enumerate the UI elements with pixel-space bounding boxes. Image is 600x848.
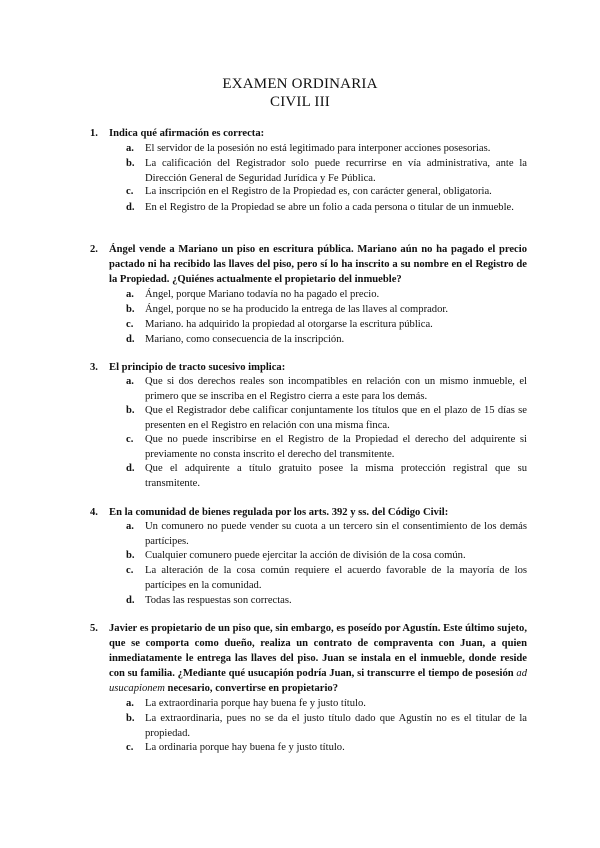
option-text: La calificación del Registrador solo puede recurrirse en vía administrativa, ante la Dirección General de Seguridad Jurídica y Fe Pública. [145,158,527,184]
option-letter: a. [126,521,134,532]
option-text: Mariano, como consecuencia de la inscripción. [145,334,345,345]
latin-term: ad usucapionem [109,668,527,694]
option-letter: d. [126,334,135,345]
option-letter: b. [126,713,135,724]
option-letter: d. [126,202,135,213]
option-letter: a. [126,143,134,154]
option-text: En el Registro de la Propiedad se abre un folio a cada persona o titular de un inmueble. [145,202,514,213]
option-text: La alteración de la cosa común requiere el acuerdo favorable de la mayoría de los partícipes en la comunidad. [145,565,527,591]
option-letter: c. [126,565,134,576]
option-text: La ordinaria porque hay buena fe y justo título. [145,742,345,753]
question-number: 1. [90,128,98,139]
option-text: Que no puede inscribirse en el Registro de la Propiedad el derecho del adquirente si previamente no consta inscrito el derecho del transmitente. [145,434,527,460]
option-letter: b. [126,158,135,169]
question-number: 2. [90,244,98,255]
option-text: La inscripción en el Registro de la Propiedad es, con carácter general, obligatoria. [145,186,492,197]
question-text: El principio de tracto sucesivo implica: [109,362,286,373]
option-text: Todas las respuestas son correctas. [145,595,292,606]
exam-subject: CIVIL III [270,94,330,110]
option-text: El servidor de la posesión no está legitimado para interponer acciones posesorias. [145,143,491,154]
option-letter: b. [126,550,135,561]
option-letter: d. [126,463,135,474]
option-text: Que el adquirente a título gratuito posee la misma protección registral que su transmitente. [145,463,527,489]
option-letter: d. [126,595,135,606]
option-text: Mariano. ha adquirido la propiedad al otorgarse la escritura pública. [145,319,433,330]
exam-title: EXAMEN ORDINARIA [222,76,378,92]
option-letter: b. [126,304,135,315]
option-letter: c. [126,319,134,330]
option-letter: a. [126,698,134,709]
option-text: La extraordinaria, pues no se da el justo título dado que Agustín no es el titular de la propiedad. [145,713,527,739]
question-text: Javier es propietario de un piso que, sin embargo, es poseído por Agustín. Este último sujeto, que se comporta como dueño, realiza un contrato de compraventa con Juan, a quien inmediatamente le entrega las llaves del piso. Juan se instala en el inmueble, donde reside con su familia. ¿Mediante qué usucapión podría Juan, si transcurre el tiempo de posesión ad usucapionem necesario, convertirse en propietario? [109,623,527,694]
question-number: 4. [90,507,98,518]
option-text: Un comunero no puede vender su cuota a un tercero sin el consentimiento de los demás partícipes. [145,521,527,547]
option-text: Ángel, porque Mariano todavía no ha pagado el precio. [145,289,380,300]
question-text: Indica qué afirmación es correcta: [109,128,265,139]
option-letter: a. [126,376,134,387]
question-number: 5. [90,623,98,634]
option-letter: c. [126,186,134,197]
question-text: Ángel vende a Mariano un piso en escritura pública. Mariano aún no ha pagado el precio pactado ni ha recibido las llaves del piso, pero sí lo ha inscrito a su nombre en el Registro de la Propiedad. ¿Quiénes actualmente el propietario del inmueble? [109,244,527,285]
option-letter: c. [126,434,134,445]
option-letter: b. [126,405,135,416]
option-text: Que si dos derechos reales son incompatibles en relación con un mismo inmueble, el primero que se inscriba en el Registro cierra a este para los demás. [145,376,527,402]
option-text: Que el Registrador debe calificar conjuntamente los títulos que en el plazo de 15 días se presenten en el Registro en relación con una misma finca. [145,405,527,431]
option-text: La extraordinaria porque hay buena fe y justo título. [145,698,366,709]
option-text: Cualquier comunero puede ejercitar la acción de división de la cosa común. [145,550,466,561]
question-number: 3. [90,362,98,373]
option-letter: a. [126,289,134,300]
option-letter: c. [126,742,134,753]
option-text: Ángel, porque no se ha producido la entrega de las llaves al comprador. [145,304,448,315]
question-text: En la comunidad de bienes regulada por los arts. 392 y ss. del Código Civil: [109,507,449,518]
